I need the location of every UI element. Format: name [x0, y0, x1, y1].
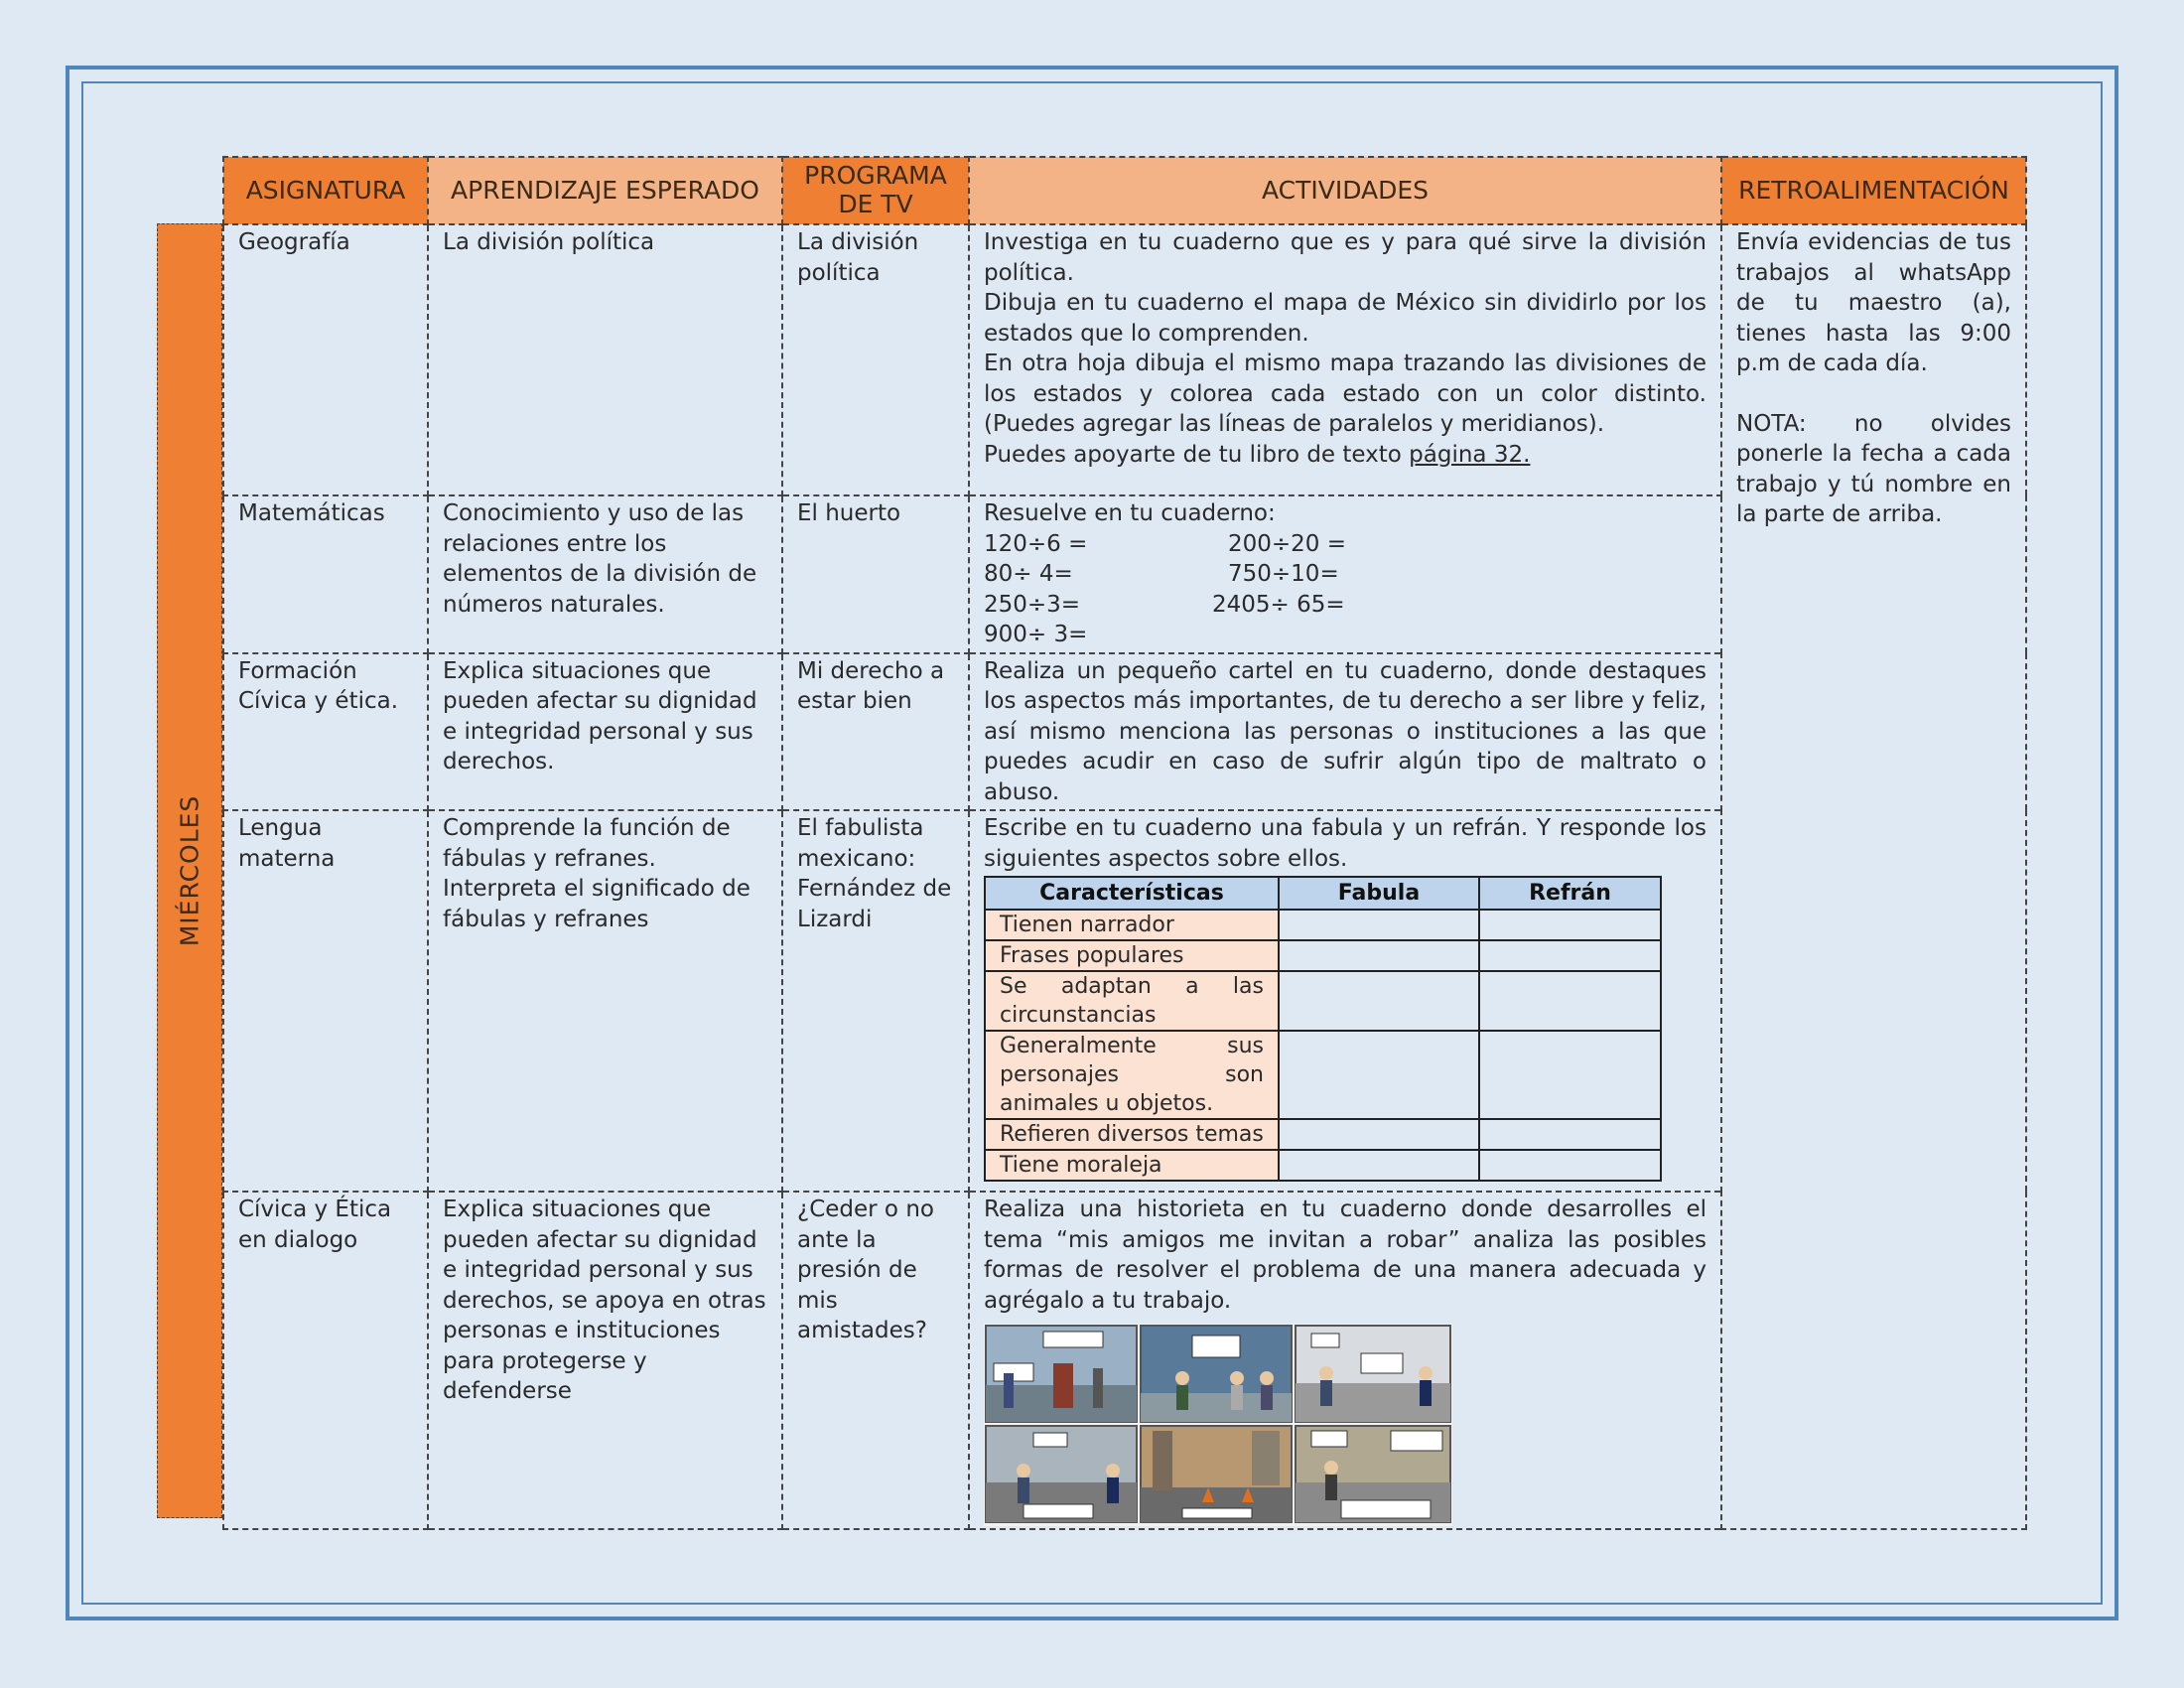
activity-text: Realiza una historieta en tu cuaderno donde desarrolles el tema “mis amigos me invitan a robar” analiza las posibles formas de resolver el problema de una manera adecuada y agrégalo a tu trabajo.: [984, 1196, 1706, 1314]
fable-answer-cell[interactable]: [1279, 1031, 1479, 1119]
fable-answer-cell[interactable]: [1279, 910, 1479, 940]
comic-panel: [1296, 1326, 1450, 1422]
learning-text: Comprende la función de fábulas y refranes.: [443, 815, 731, 872]
characteristic-label: Frases populares: [985, 940, 1279, 971]
activity-intro: Resuelve en tu cuaderno:: [984, 500, 1276, 526]
program-cell: El fabulista mexicano: Fernández de Lizardi: [782, 810, 969, 1192]
activities-cell: [969, 810, 1721, 1192]
header-tv-program: PROGRAMA DE TV: [782, 157, 969, 224]
day-label: MIÉRCOLES: [175, 794, 205, 947]
header-subject: ASIGNATURA: [223, 157, 428, 224]
day-tab: [157, 223, 222, 1518]
characteristics-header: Características: [985, 877, 1279, 910]
operation: 250÷3=: [984, 591, 1081, 618]
table-row: [985, 910, 1661, 940]
activity-text: Dibuja en tu cuaderno el mapa de México sin dividirlo por los estados que lo comprenden.: [984, 290, 1706, 347]
fable-answer-cell[interactable]: [1279, 940, 1479, 971]
characteristic-label: Se adaptan a las circunstancias: [985, 971, 1279, 1031]
header-feedback: RETROALIMENTACIÓN: [1721, 157, 2026, 224]
activities-cell: [969, 1192, 1721, 1529]
fable-answer-cell[interactable]: [1279, 971, 1479, 1031]
saying-answer-cell[interactable]: [1479, 971, 1661, 1031]
subject-cell: Lengua materna: [223, 810, 428, 1192]
operation: 2405÷ 65=: [1212, 591, 1345, 618]
table-row: [223, 224, 2026, 495]
comic-panel: [1141, 1426, 1292, 1522]
saying-answer-cell[interactable]: [1479, 1031, 1661, 1119]
subject-cell: Formación Cívica y ética.: [223, 653, 428, 811]
division-operations: [984, 529, 1706, 650]
fable-answer-cell[interactable]: [1279, 1119, 1479, 1150]
operation: 120÷6 =: [984, 530, 1088, 557]
table-row: [985, 971, 1661, 1031]
activity-text: Escribe en tu cuaderno una fabula y un refrán. Y responde los siguientes aspectos sobre ellos.: [984, 815, 1706, 872]
saying-answer-cell[interactable]: [1479, 910, 1661, 940]
activity-text: [984, 440, 1706, 471]
learning-text: Interpreta el significado de fábulas y refranes: [443, 876, 751, 932]
subject-cell: Geografía: [223, 224, 428, 495]
activities-cell: [969, 224, 1721, 495]
table-row: [985, 1150, 1661, 1181]
subject-cell: Matemáticas: [223, 495, 428, 653]
feedback-note: NOTA: no olvides ponerle la fecha a cada trabajo y tú nombre en la parte de arriba.: [1736, 410, 2011, 527]
fable-answer-cell[interactable]: [1279, 1150, 1479, 1181]
characteristic-label: Refieren diversos temas: [985, 1119, 1279, 1150]
operation: 750÷10=: [1228, 561, 1339, 587]
operation: 900÷ 3=: [984, 622, 1088, 647]
program-cell: El huerto: [782, 495, 969, 653]
comic-panel: [986, 1326, 1137, 1422]
saying-answer-cell[interactable]: [1479, 940, 1661, 971]
fable-header: Fabula: [1279, 877, 1479, 910]
comic-panel: [986, 1426, 1137, 1522]
table-row: [985, 940, 1661, 971]
comic-strip-illustration: [984, 1324, 1452, 1526]
activities-cell: [969, 495, 1721, 653]
program-cell: Mi derecho a estar bien: [782, 653, 969, 811]
header-expected-learning: APRENDIZAJE ESPERADO: [428, 157, 782, 224]
characteristic-label: Tiene moraleja: [985, 1150, 1279, 1181]
page-reference: página 32.: [1409, 441, 1531, 468]
header-row: [223, 157, 2026, 224]
comic-panel: [1296, 1426, 1450, 1522]
header-activities: ACTIVIDADES: [969, 157, 1721, 224]
subject-cell: Cívica y Ética en dialogo: [223, 1192, 428, 1529]
table-row: [985, 1031, 1661, 1119]
learning-cell: Explica situaciones que pueden afectar su dignidad e integridad personal y sus derechos, se apoya en otras personas e instituciones para protegerse y defenderse: [428, 1192, 782, 1529]
operation: 80÷ 4=: [984, 561, 1073, 587]
characteristic-label: Generalmente sus personajes son animales u objetos.: [985, 1031, 1279, 1119]
saying-header: Refrán: [1479, 877, 1661, 910]
comic-strip-image: [984, 1324, 1452, 1526]
activity-text: En otra hoja dibuja el mismo mapa trazando las divisiones de los estados y colorea cada estado con un color distinto. (Puedes agregar las líneas de paralelos y meridianos).: [984, 351, 1706, 437]
characteristics-header-row: [985, 877, 1661, 910]
activity-ref-prefix: Puedes apoyarte de tu libro de texto: [984, 441, 1410, 468]
feedback-cell: [1721, 224, 2026, 1529]
table-row: [985, 1119, 1661, 1150]
activity-text: Realiza un pequeño cartel en tu cuaderno, donde destaques los aspectos más importantes, de tu derecho a ser libre y feliz, así mismo menciona las personas o instituciones a las que puedes acudir en caso de sufrir algún tipo de maltrato o abuso.: [984, 657, 1706, 805]
saying-answer-cell[interactable]: [1479, 1119, 1661, 1150]
learning-cell: Explica situaciones que pueden afectar su dignidad e integridad personal y sus derechos.: [428, 653, 782, 811]
program-cell: La división política: [782, 224, 969, 495]
learning-cell: Conocimiento y uso de las relaciones entre los elementos de la división de números naturales.: [428, 495, 782, 653]
learning-cell: [428, 810, 782, 1192]
program-cell: ¿Ceder o no ante la presión de mis amistades?: [782, 1192, 969, 1529]
activity-text: Investiga en tu cuaderno que es y para qué sirve la división política.: [984, 229, 1706, 286]
characteristics-table: [984, 876, 1662, 1182]
feedback-text: Envía evidencias de tus trabajos al whatsApp de tu maestro (a), tienes hasta las 9:00 p.m de cada día.: [1736, 229, 2011, 376]
operation: 200÷20 =: [1228, 530, 1347, 557]
comic-panel: [1141, 1326, 1292, 1422]
activities-cell: [969, 653, 1721, 811]
characteristic-label: Tienen narrador: [985, 910, 1279, 940]
learning-cell: La división política: [428, 224, 782, 495]
schedule-table: [222, 156, 2027, 1530]
saying-answer-cell[interactable]: [1479, 1150, 1661, 1181]
